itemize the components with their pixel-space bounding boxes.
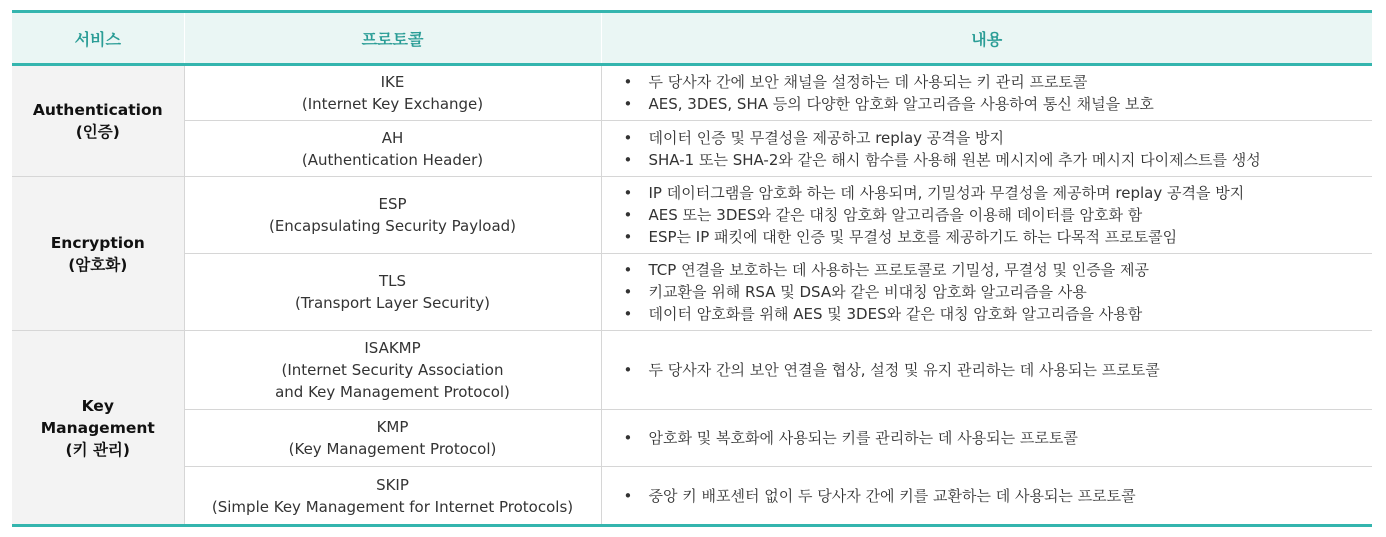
table-row xyxy=(12,331,1372,410)
list-item: • 키교환을 위해 RSA 및 DSA와 같은 비대칭 암호화 알고리즘을 사용 xyxy=(622,281,1373,303)
header-content: 내용 xyxy=(601,12,1372,65)
list-item: • 두 당사자 간의 보안 연결을 협상, 설정 및 유지 관리하는 데 사용되는 프로토콜 xyxy=(622,359,1373,381)
description-skip xyxy=(601,467,1372,526)
list-item: • AES 또는 3DES와 같은 대칭 암호화 알고리즘을 이용해 데이터를 암호화 함 xyxy=(622,204,1373,226)
protocol-ike xyxy=(184,65,601,121)
protocol-abbr: AH xyxy=(381,128,404,147)
service-name-en: Authentication xyxy=(32,101,163,119)
header-service: 서비스 xyxy=(12,12,184,65)
list-item: • AES, 3DES, SHA 등의 다양한 암호화 알고리즘을 사용하여 통신 채널을 보호 xyxy=(622,93,1373,115)
table-row xyxy=(12,121,1372,177)
table-row xyxy=(12,177,1372,254)
protocol-abbr: IKE xyxy=(380,73,405,91)
description-isakmp xyxy=(601,331,1372,410)
service-name-ko: (암호화) xyxy=(68,255,128,274)
protocol-full: (Internet Key Exchange) xyxy=(301,95,484,113)
protocol-full: (Authentication Header) xyxy=(301,150,484,169)
description-esp xyxy=(601,177,1372,254)
protocol-full: (Key Management Protocol) xyxy=(288,440,497,458)
list-item: • TCP 연결을 보호하는 데 사용하는 프로토콜로 기밀성, 무결성 및 인증을 제공 xyxy=(622,259,1373,281)
list-item: • ESP는 IP 패킷에 대한 인증 및 무결성 보호를 제공하기도 하는 다목적 프로토콜임 xyxy=(622,226,1373,248)
description-ike xyxy=(601,65,1372,121)
protocol-full: (Simple Key Management for Internet Protocols) xyxy=(211,497,574,516)
protocol-isakmp xyxy=(184,331,601,410)
list-item: • 암호화 및 복호화에 사용되는 키를 관리하는 데 사용되는 프로토콜 xyxy=(622,427,1373,449)
protocol-ah xyxy=(184,121,601,177)
protocol-kmp xyxy=(184,410,601,467)
table-row xyxy=(12,65,1372,121)
protocol-full: (Encapsulating Security Payload) xyxy=(268,217,517,235)
description-tls xyxy=(601,254,1372,331)
service-name-ko: (키 관리) xyxy=(65,440,130,459)
protocol-abbr: KMP xyxy=(376,418,409,436)
protocol-table xyxy=(12,10,1372,527)
service-name-en: Encryption xyxy=(50,233,145,252)
protocol-abbr: SKIP xyxy=(376,475,409,494)
description-kmp xyxy=(601,410,1372,467)
protocol-abbr: ESP xyxy=(378,195,407,213)
table-row xyxy=(12,410,1372,467)
service-authentication xyxy=(12,65,184,177)
protocol-full: (Transport Layer Security) xyxy=(294,294,491,312)
protocol-abbr: ISAKMP xyxy=(364,339,421,357)
list-item: • 데이터 암호화를 위해 AES 및 3DES와 같은 대칭 암호화 알고리즘을 사용함 xyxy=(622,303,1373,325)
list-item: • SHA-1 또는 SHA-2와 같은 해시 함수를 사용해 원본 메시지에 추가 메시지 다이제스트를 생성 xyxy=(622,149,1373,171)
protocol-full: (Internet Security Association xyxy=(281,361,504,379)
list-item: • 두 당사자 간에 보안 채널을 설정하는 데 사용되는 키 관리 프로토콜 xyxy=(622,71,1373,93)
header-row xyxy=(12,12,1372,65)
service-encryption xyxy=(12,177,184,331)
service-name-ko: (인증) xyxy=(75,123,120,141)
list-item: • IP 데이터그램을 암호화 하는 데 사용되며, 기밀성과 무결성을 제공하며 replay 공격을 방지 xyxy=(622,182,1373,204)
table-row xyxy=(12,254,1372,331)
header-protocol: 프로토콜 xyxy=(184,12,601,65)
service-name-en: Key xyxy=(81,396,114,415)
protocol-esp xyxy=(184,177,601,254)
service-key-management xyxy=(12,331,184,526)
protocol-skip xyxy=(184,467,601,526)
protocol-tls xyxy=(184,254,601,331)
description-ah xyxy=(601,121,1372,177)
list-item: • 중앙 키 배포센터 없이 두 당사자 간에 키를 교환하는 데 사용되는 프로토콜 xyxy=(622,485,1373,507)
protocol-full: and Key Management Protocol) xyxy=(275,383,510,401)
table-row xyxy=(12,467,1372,526)
list-item: • 데이터 인증 및 무결성을 제공하고 replay 공격을 방지 xyxy=(622,127,1373,149)
service-name-en: Management xyxy=(40,418,155,437)
protocol-abbr: TLS xyxy=(378,272,407,290)
